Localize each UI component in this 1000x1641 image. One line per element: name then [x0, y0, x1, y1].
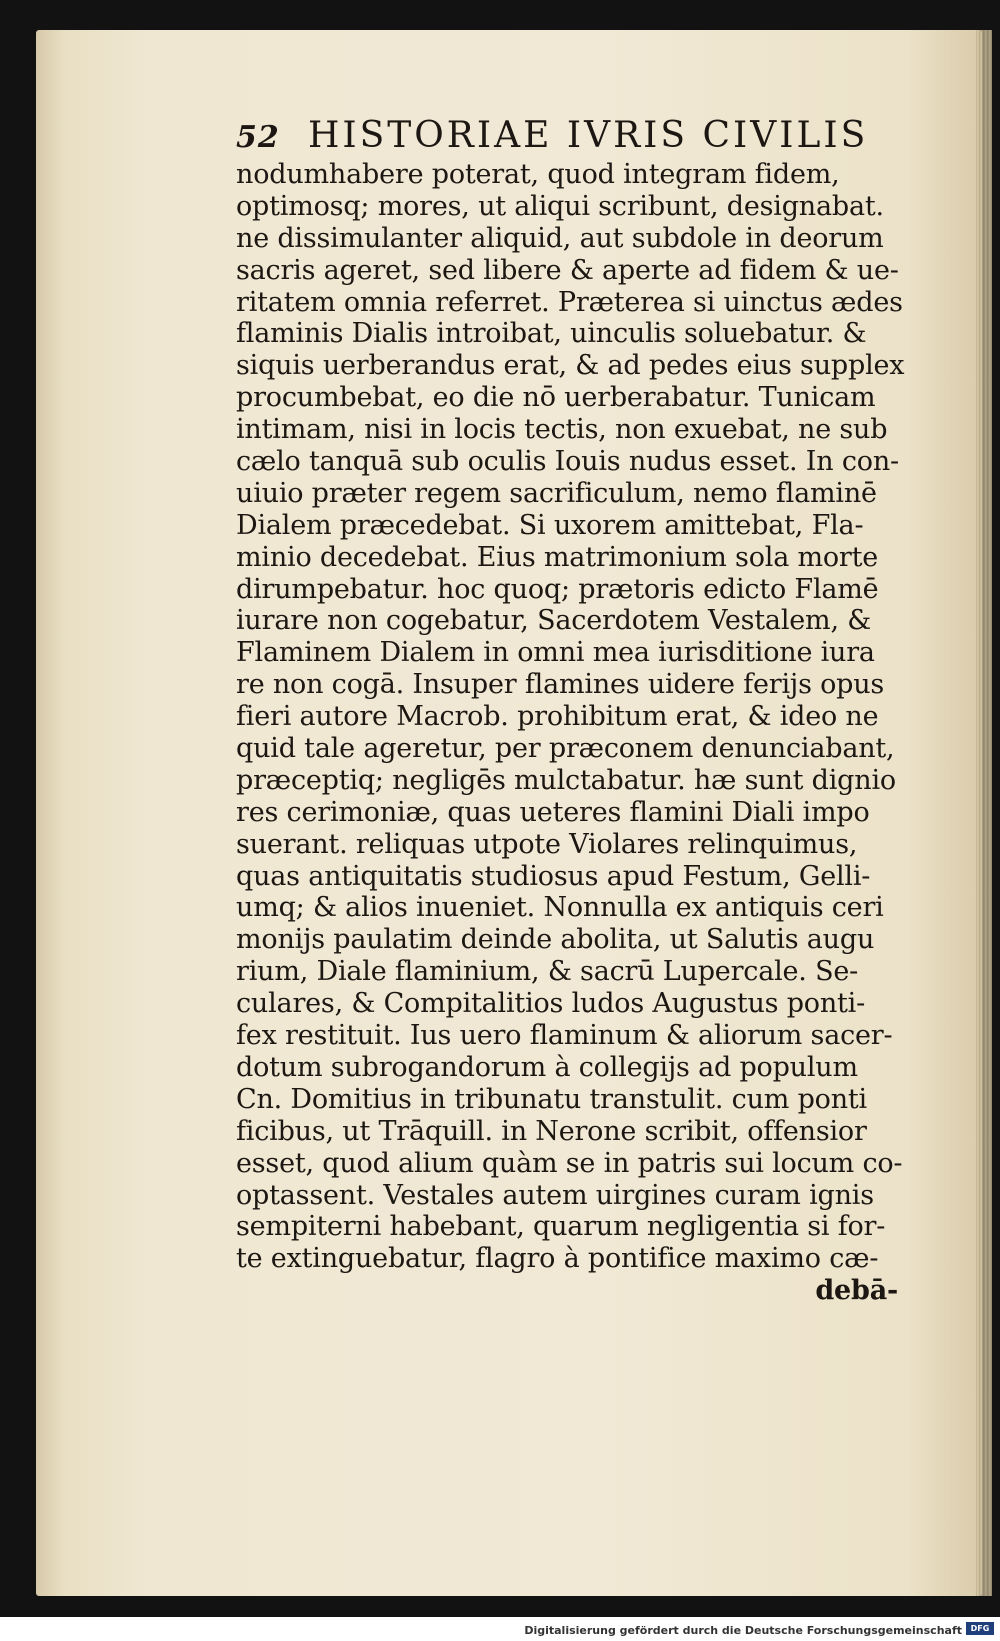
text-line: te extinguebatur, flagro à pontifice maximo cæ-	[236, 1243, 879, 1275]
text-line: uiuio præter regem sacrificulum, nemo flaminē	[236, 477, 877, 509]
text-line: rium, Diale flaminium, & sacrū Lupercale. Se-	[236, 956, 859, 988]
text-line: culares, & Compitalitios ludos Augustus ponti-	[236, 988, 866, 1020]
page-fore-edge	[976, 30, 992, 1596]
text-line: umq; & alios inueniet. Nonnulla ex antiquis ceri	[236, 892, 884, 924]
text-line: cælo tanquā sub oculis Iouis nudus esset. In con-	[236, 446, 899, 478]
text-line: fieri autore Macrob. prohibitum erat, & ideo ne	[236, 701, 879, 733]
body-text	[236, 159, 926, 1307]
text-line: siquis uerberandus erat, & ad pedes eius supplex	[236, 350, 905, 382]
text-line: ne dissimulanter aliquid, aut subdole in deorum	[236, 222, 884, 254]
text-line: præceptiq; negligēs mulctabatur. hæ sunt dignio	[236, 764, 896, 796]
text-line: esset, quod alium quàm se in patris sui locum co-	[236, 1147, 903, 1179]
text-line: procumbebat, eo die nō uerberabatur. Tunicam	[236, 382, 876, 414]
text-line: fex restituit. Ius uero flaminum & aliorum sacer-	[236, 1020, 893, 1052]
page-header	[236, 115, 926, 159]
text-line: Dialem præcedebat. Si uxorem amittebat, Fla-	[236, 509, 864, 541]
text-line: nodumhabere poterat, quod integram fidem,	[236, 159, 840, 190]
text-line: optimosq; mores, ut aliqui scribunt, designabat.	[236, 190, 884, 222]
folio-number: 52	[236, 120, 280, 155]
text-line: monijs paulatim deinde abolita, ut Salutis augu	[236, 924, 875, 956]
text-line: sempiterni habebant, quarum negligentia si for-	[236, 1211, 886, 1243]
text-line: ritatem omnia referret. Præterea si uinctus ædes	[236, 286, 903, 318]
text-line: re non cogā. Insuper flamines uidere ferijs opus	[236, 669, 885, 701]
text-line: Flaminem Dialem in omni mea iurisditione iura	[236, 637, 875, 669]
funding-credit: Digitalisierung gefördert durch die Deutsche Forschungsgemeinschaft	[524, 1624, 962, 1637]
text-line: intimam, nisi in locis tectis, non exuebat, ne sub	[236, 414, 888, 446]
text-block	[236, 115, 926, 1307]
text-line: iurare non cogebatur, Sacerdotem Vestalem, &	[236, 605, 872, 637]
text-line: sacris ageret, sed libere & aperte ad fidem & ue-	[236, 254, 899, 286]
dfg-logo: DFG	[966, 1622, 994, 1635]
text-line: quid tale ageretur, per præconem denunciabant,	[236, 733, 895, 765]
text-line: Cn. Domitius in tribunatu transtulit. cum ponti	[236, 1083, 867, 1115]
running-head: HISTORIAE IVRIS CIVILIS	[308, 115, 869, 156]
text-line: suerant. reliquas utpote Violares relinquimus,	[236, 828, 858, 860]
text-line: quas antiquitatis studiosus apud Festum, Gelli-	[236, 860, 871, 892]
text-line: ficibus, ut Trāquill. in Nerone scribit, offensior	[236, 1115, 867, 1147]
text-line: flaminis Dialis introibat, uinculis soluebatur. &	[236, 318, 867, 350]
text-line: minio decedebat. Eius matrimonium sola morte	[236, 541, 879, 573]
catchword: debā-	[815, 1275, 898, 1307]
text-line: optassent. Vestales autem uirgines curam ignis	[236, 1179, 874, 1211]
text-line: dirumpebatur. hoc quoq; prætoris edicto Flamē	[236, 573, 879, 605]
text-line: dotum subrogandorum à collegijs ad populum	[236, 1051, 858, 1083]
text-line: res cerimoniæ, quas ueteres flamini Diali impo	[236, 796, 870, 828]
